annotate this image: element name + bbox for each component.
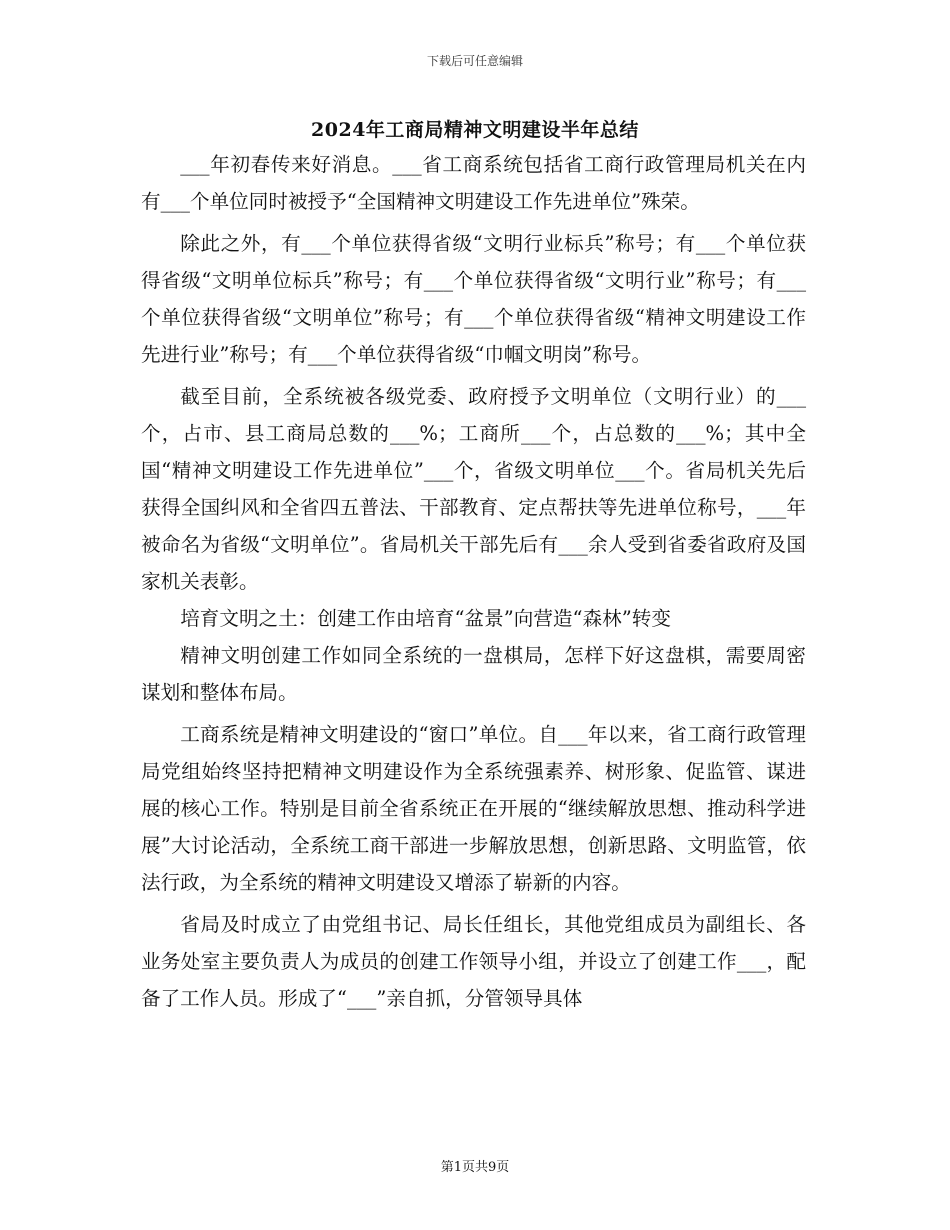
document-title: 2024年工商局精神文明建设半年总结 xyxy=(311,119,639,141)
paragraph: 省局及时成立了由党组书记、局长任组长，其他党组成员为副组长、各业务处室主要负责人为成员的创建工作领导小组，并设立了创建工作___，配备了工作人员。形成了“___”亲自抓，分管领导具体 xyxy=(141,913,806,1010)
page-footer: 第1页共9页 xyxy=(440,1160,510,1175)
paragraph: 工商系统是精神文明建设的“窗口”单位。自___年以来，省工商行政管理局党组始终坚持把精神文明建设作为全系统强素养、树形象、促监管、谋进展的核心工作。特别是目前全省系统正在开展的“继续解放思想、推动科学进展”大讨论活动，全系统工商干部进一步解放思想，创新思路、文明监管，依法行政，为全系统的精神文明建设又增添了崭新的内容。 xyxy=(141,723,806,894)
paragraph: ___年初春传来好消息。___省工商系统包括省工商行政管理局机关在内有___个单位同时被授予“全国精神文明建设工作先进单位”殊荣。 xyxy=(141,153,806,213)
document-body xyxy=(141,146,806,1017)
header-note: 下载后可任意编辑 xyxy=(426,54,523,68)
paragraph: 精神文明创建工作如同全系统的一盘棋局，怎样下好这盘棋，需要周密谋划和整体布局。 xyxy=(141,644,806,704)
section-heading: 培育文明之土：创建工作由培育“盆景”向营造“森林”转变 xyxy=(180,607,671,630)
paragraph: 截至目前，全系统被各级党委、政府授予文明单位（文明行业）的___个，占市、县工商局总数的___%；工商所___个，占总数的___%；其中全国“精神文明建设工作先进单位”___个，省级文明单位___个。省局机关先后获得全国纠风和全省四五普法、干部教育、定点帮扶等先进单位称号，___年被命名为省级“文明单位”。省局机关干部先后有___余人受到省委省政府及国家机关表彰。 xyxy=(141,385,806,593)
paragraph: 除此之外，有___个单位获得省级“文明行业标兵”称号；有___个单位获得省级“文明单位标兵”称号；有___个单位获得省级“文明行业”称号；有___个单位获得省级“文明单位”称号；有___个单位获得省级“精神文明建设工作先进行业”称号；有___个单位获得省级“巾帼文明岗”称号。 xyxy=(141,232,806,366)
